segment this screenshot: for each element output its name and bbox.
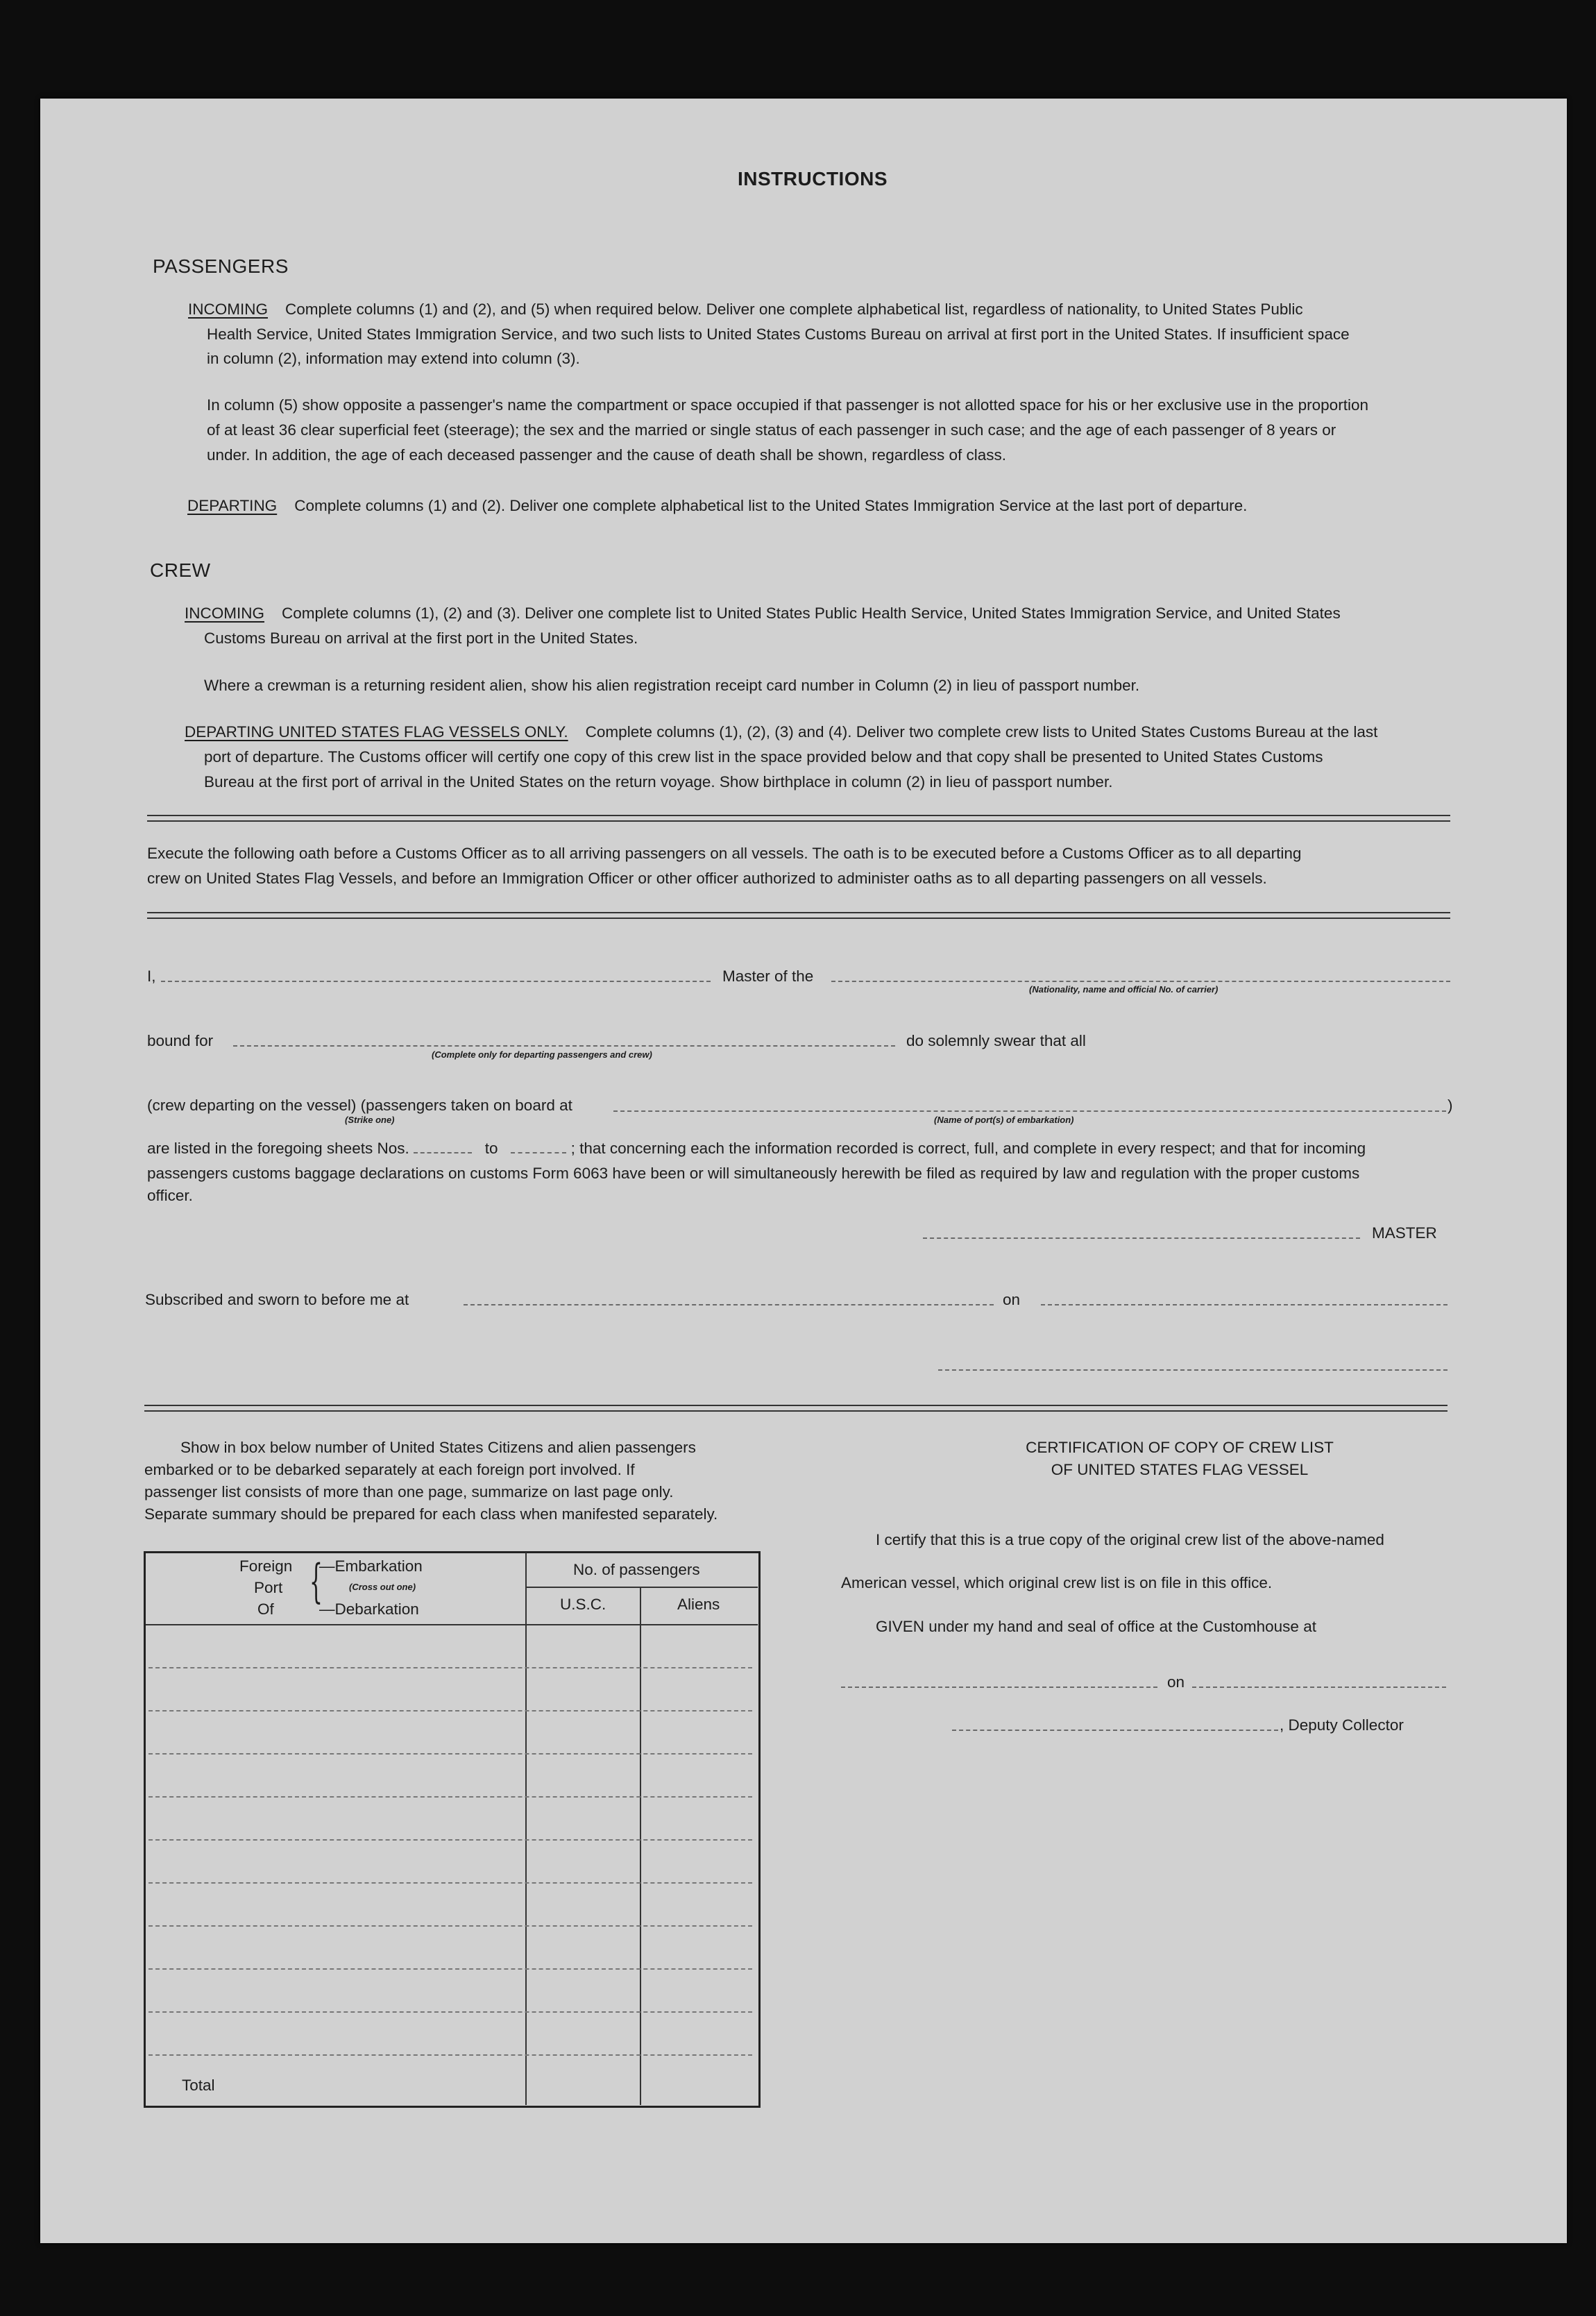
- debarkation-label: —Debarkation: [319, 1600, 419, 1618]
- close-paren: ): [1448, 1097, 1453, 1114]
- crew-departing-text1: Complete columns (1), (2), (3) and (4). Deliver two complete crew lists to United States Customs Bureau at the last: [585, 723, 1378, 741]
- certification-line2: American vessel, which original crew list is on file in this office.: [841, 1574, 1273, 1591]
- cross-out-note: (Cross out one): [349, 1582, 416, 1592]
- passengers-heading: PASSENGERS: [153, 255, 289, 277]
- crew-resident-alien: Where a crewman is a returning resident alien, show his alien registration receipt card number in Column (2) in lieu of passport number.: [204, 677, 1140, 694]
- crew-departing-line2: port of departure. The Customs officer will certify one copy of this crew list in the space provided below and that copy shall be presented to United States Customs: [204, 748, 1323, 766]
- crew-incoming-line1: [185, 601, 1341, 625]
- brace-icon: {: [309, 1555, 323, 1608]
- listed-to-label: to: [484, 1140, 498, 1157]
- master-sig-label: MASTER: [1372, 1224, 1437, 1242]
- table-row[interactable]: [148, 1753, 752, 1755]
- usc-header: U.S.C.: [560, 1596, 606, 1613]
- table-row[interactable]: [148, 1925, 752, 1927]
- master-of-label: Master of the: [722, 967, 814, 985]
- sworn-place-field[interactable]: [464, 1304, 994, 1305]
- embarkation-label: —Embarkation: [319, 1557, 423, 1575]
- table-divider: [525, 1553, 527, 2105]
- table-divider: [146, 1624, 758, 1625]
- crew-passengers-label: (crew departing on the vessel) (passengers taken on board at: [147, 1097, 572, 1114]
- crew-incoming-line2: Customs Bureau on arrival at the first port in the United States.: [204, 629, 638, 647]
- crew-departing-line3: Bureau at the first port of arrival in the United States on the return voyage. Show birthplace in column (2) in lieu of passport number.: [204, 773, 1113, 791]
- passenger-summary-table: [144, 1551, 761, 2108]
- table-row[interactable]: [148, 1710, 752, 1711]
- deputy-collector-label: , Deputy Collector: [1280, 1716, 1404, 1734]
- ports-note: (Name of port(s) of embarkation): [934, 1115, 1074, 1125]
- port-label: Port: [254, 1579, 283, 1596]
- deputy-signature-field[interactable]: [952, 1730, 1278, 1731]
- bound-for-field[interactable]: [233, 1045, 895, 1047]
- no-passengers-header: No. of passengers: [573, 1561, 700, 1578]
- listed-line2: passengers customs baggage declarations on customs Form 6063 have been or will simultaneously herewith be filed as required by law and regulation with the proper customs: [147, 1165, 1360, 1182]
- passengers-incoming-line3: in column (2), information may extend into column (3).: [207, 350, 580, 367]
- crew-incoming-text1: Complete columns (1), (2) and (3). Deliver one complete list to United States Public Health Service, United States Immigration Service, and United States: [282, 605, 1341, 622]
- total-label: Total: [182, 2077, 215, 2094]
- crew-incoming-label: INCOMING: [185, 605, 264, 622]
- strike-one-note: (Strike one): [345, 1115, 395, 1125]
- oath-instruction-line2: crew on United States Flag Vessels, and before an Immigration Officer or other officer authorized to administer oaths as to all departing passengers on all vessels.: [147, 870, 1267, 887]
- divider: [147, 912, 1450, 919]
- listed-text-a: are listed in the foregoing sheets Nos.: [147, 1140, 409, 1157]
- listed-text-b: ; that concerning each the information recorded is correct, full, and complete in every respect; and that for incoming: [570, 1140, 1366, 1157]
- oath-instruction-line1: Execute the following oath before a Customs Officer as to all arriving passengers on all vessels. The oath is to be executed before a Customs Officer as to all departing: [147, 845, 1302, 862]
- certification-on-label: on: [1167, 1673, 1185, 1691]
- table-row[interactable]: [148, 1796, 752, 1798]
- oath-i-label: I,: [147, 967, 156, 985]
- passengers-col5-line2: of at least 36 clear superficial feet (steerage); the sex and the married or single status of each passenger in such case; and the age of each passenger of 8 years or: [207, 421, 1336, 439]
- sheet-to-field[interactable]: [511, 1140, 566, 1153]
- crew-heading: CREW: [150, 559, 211, 581]
- port-embarkation-field[interactable]: [613, 1110, 1446, 1112]
- table-row[interactable]: [148, 2054, 752, 2056]
- officer-signature-field[interactable]: [938, 1369, 1448, 1371]
- table-divider: [640, 1588, 641, 2105]
- table-row[interactable]: [148, 1667, 752, 1668]
- certification-title2: OF UNITED STATES FLAG VESSEL: [1051, 1461, 1309, 1478]
- crew-departing-label: DEPARTING UNITED STATES FLAG VESSELS ONLY.: [185, 723, 568, 741]
- master-name-field[interactable]: [161, 981, 711, 982]
- page-title: INSTRUCTIONS: [738, 168, 888, 189]
- sworn-date-field[interactable]: [1041, 1304, 1448, 1305]
- passengers-incoming-line2: Health Service, United States Immigration Service, and two such lists to United States Customs Bureau on arrival at first port in the United States. If insufficient space: [207, 326, 1350, 343]
- passengers-col5-line1: In column (5) show opposite a passenger's name the compartment or space occupied if that passenger is not allotted space for his or her exclusive use in the proportion: [207, 396, 1368, 414]
- table-row[interactable]: [148, 1968, 752, 1970]
- listed-line3: officer.: [147, 1187, 193, 1204]
- summary-line2: embarked or to be debarked separately at each foreign port involved. If: [144, 1461, 635, 1478]
- nationality-note: (Nationality, name and official No. of carrier): [1029, 984, 1219, 995]
- table-divider: [527, 1587, 758, 1588]
- crew-departing-line1: [185, 720, 1377, 744]
- foreign-label: Foreign: [239, 1557, 293, 1575]
- departing-note: (Complete only for departing passengers and crew): [432, 1049, 652, 1060]
- swear-label: do solemnly swear that all: [906, 1032, 1086, 1049]
- certification-date-field[interactable]: [1192, 1687, 1446, 1688]
- carrier-field[interactable]: [831, 981, 1450, 982]
- summary-line3: passenger list consists of more than one page, summarize on last page only.: [144, 1483, 674, 1501]
- master-signature-field[interactable]: [923, 1237, 1360, 1239]
- table-row[interactable]: [148, 1839, 752, 1841]
- customhouse-field[interactable]: [841, 1687, 1157, 1688]
- subscribed-label: Subscribed and sworn to before me at: [145, 1291, 409, 1308]
- passengers-departing-label: DEPARTING: [187, 497, 278, 514]
- certification-line1: I certify that this is a true copy of the original crew list of the above-named: [876, 1531, 1384, 1548]
- passengers-departing-text: Complete columns (1) and (2). Deliver one complete alphabetical list to the United States Immigration Service at the last port of departure.: [294, 497, 1248, 514]
- summary-line1: Show in box below number of United States Citizens and alien passengers: [180, 1439, 696, 1456]
- divider: [144, 1405, 1448, 1412]
- table-row[interactable]: [148, 1882, 752, 1884]
- summary-line4: Separate summary should be prepared for each class when manifested separately.: [144, 1505, 718, 1523]
- passengers-col5-line3: under. In addition, the age of each deceased passenger and the cause of death shall be shown, regardless of class.: [207, 446, 1007, 464]
- passengers-incoming-label: INCOMING: [188, 301, 268, 318]
- certification-line3: GIVEN under my hand and seal of office at the Customhouse at: [876, 1618, 1316, 1635]
- bound-for-label: bound for: [147, 1032, 214, 1049]
- passengers-incoming-line1: [188, 297, 1303, 321]
- sheet-from-field[interactable]: [414, 1140, 472, 1153]
- passengers-incoming-text1: Complete columns (1) and (2), and (5) when required below. Deliver one complete alphabetical list, regardless of nationality, to United States Public: [285, 301, 1303, 318]
- divider: [147, 815, 1450, 822]
- certification-title1: CERTIFICATION OF COPY OF CREW LIST: [1026, 1439, 1334, 1456]
- of-label: Of: [257, 1600, 274, 1618]
- aliens-header: Aliens: [677, 1596, 720, 1613]
- table-row[interactable]: [148, 2011, 752, 2013]
- sworn-on-label: on: [1003, 1291, 1021, 1308]
- listed-line1: [147, 1136, 1366, 1160]
- passengers-departing-line: [187, 493, 1247, 518]
